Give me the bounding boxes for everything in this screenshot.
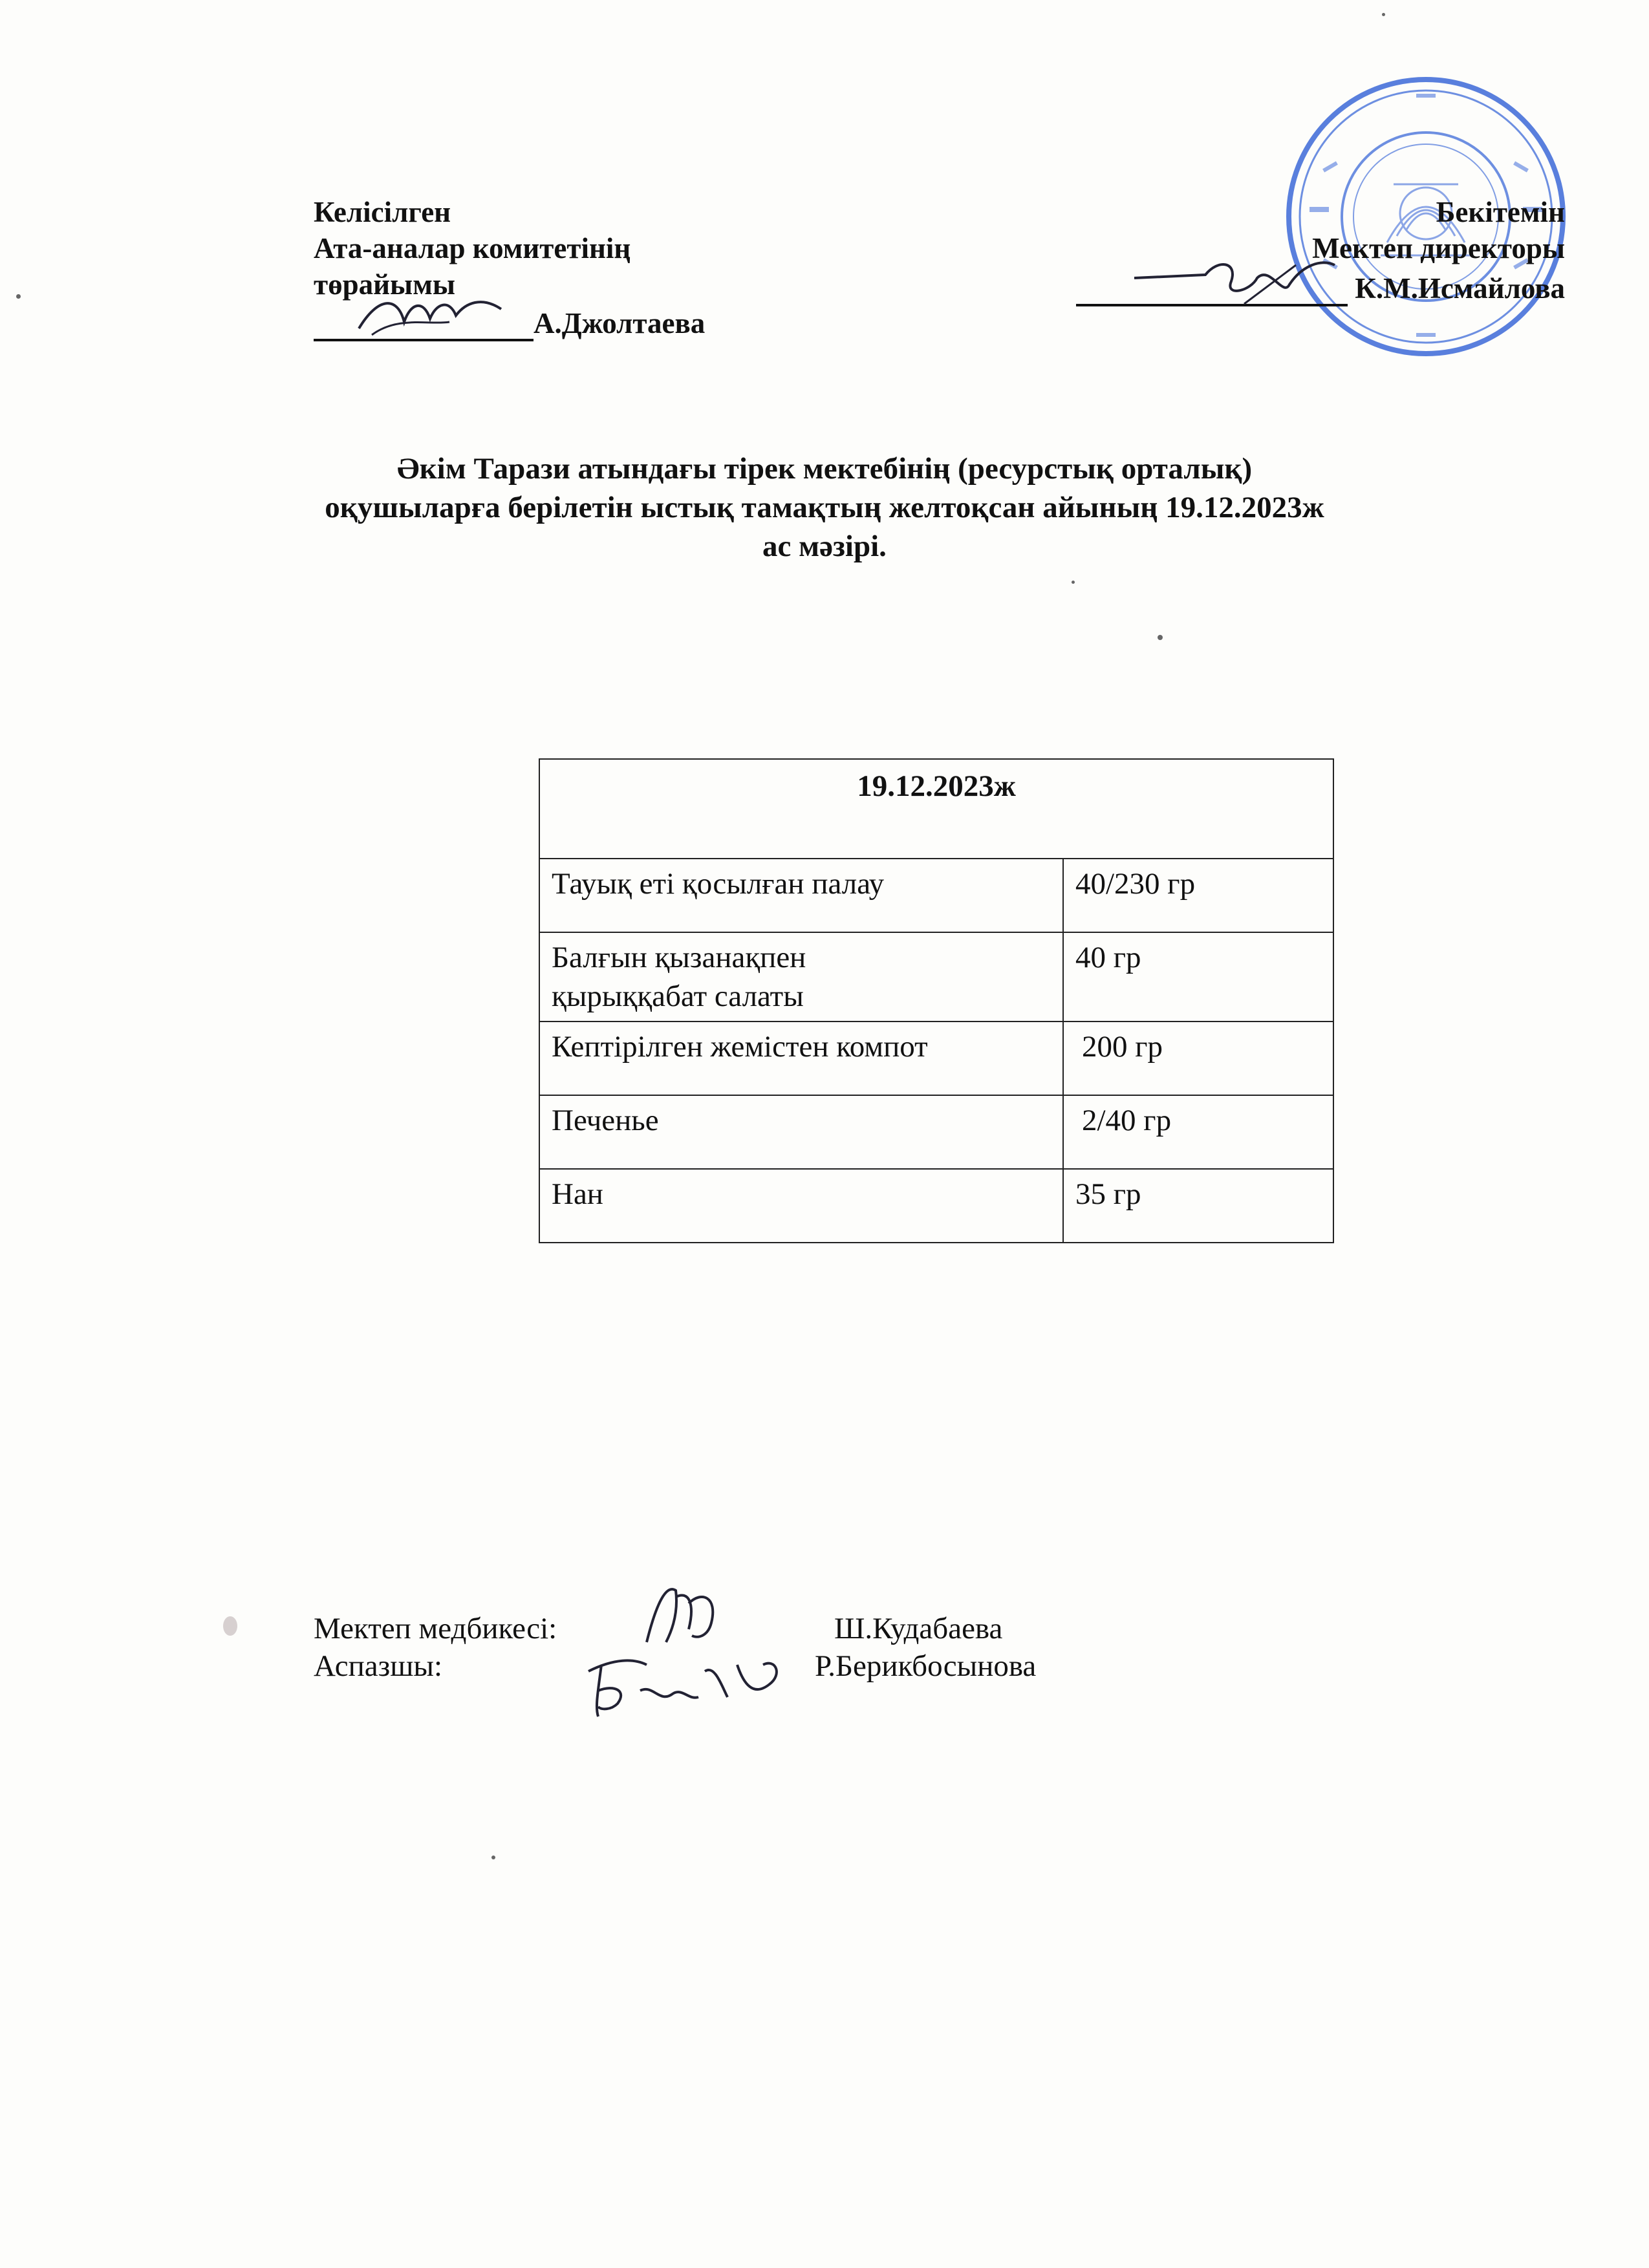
cook-signature-icon [576,1645,795,1729]
menu-date: 19.12.2023ж [539,759,1333,859]
approved-heading: Бекітемін [1436,196,1565,228]
agreed-name: А.Джолтаева [534,307,706,339]
dish-name: Тауық еті қосылған палау [539,859,1063,932]
approved-signature-line [1076,272,1348,306]
menu-table [539,758,1334,1243]
scan-speck [1072,581,1075,584]
cook-name: Р.Берикбосынова [815,1649,1037,1683]
approved-signature-row [1076,270,1565,306]
table-row [539,859,1333,932]
title-line-2: оқушыларға берілетін ыстық тамақтың желтоқсан айының 19.12.2023ж [325,491,1324,524]
agreed-position: төрайымы [314,268,455,301]
scan-smudge [223,1616,237,1636]
approved-signature-icon [1128,252,1341,310]
dish-portion: 200 гр [1063,1022,1333,1095]
title-line-3: ас мәзірі. [762,530,887,563]
dish-name: Нан [539,1169,1063,1243]
dish-portion: 40 гр [1063,932,1333,1022]
approved-block [1076,194,1565,306]
nurse-role: Мектеп медбикесі: [314,1612,557,1645]
table-row [539,932,1333,1022]
table-row [539,1022,1333,1095]
approved-position: Мектеп директоры [1312,232,1565,264]
scan-speck [1158,635,1163,640]
scan-speck [1382,13,1385,16]
agreed-heading: Келісілген [314,196,451,228]
nurse-signature-icon [640,1578,731,1655]
dish-portion: 2/40 гр [1063,1095,1333,1169]
title-line-1: Әкім Тарази атындағы тірек мектебінің (ресурстық орталық) [396,452,1253,486]
table-row [539,1169,1333,1243]
dish-portion: 35 гр [1063,1169,1333,1243]
menu-header-row [539,759,1333,859]
agreed-signature-icon [352,290,508,341]
dish-name: Печенье [539,1095,1063,1169]
agreed-signature-row [314,303,705,341]
agreed-block [314,194,705,341]
cook-role: Аспазшы: [314,1649,443,1683]
nurse-name: Ш.Кудабаева [834,1612,1003,1645]
scan-speck [16,294,21,299]
agreed-signature-line [314,303,534,341]
dish-name: Кептірілген жемістен компот [539,1022,1063,1095]
dish-name: Балғын қызанақпен қырыққабат салаты [539,932,1063,1022]
approved-name: К.М.Исмайлова [1355,272,1565,305]
table-row [539,1095,1333,1169]
dish-portion: 40/230 гр [1063,859,1333,932]
document-title [194,449,1455,566]
scan-speck [491,1856,495,1859]
agreed-committee: Ата-аналар комитетінің [314,232,631,264]
